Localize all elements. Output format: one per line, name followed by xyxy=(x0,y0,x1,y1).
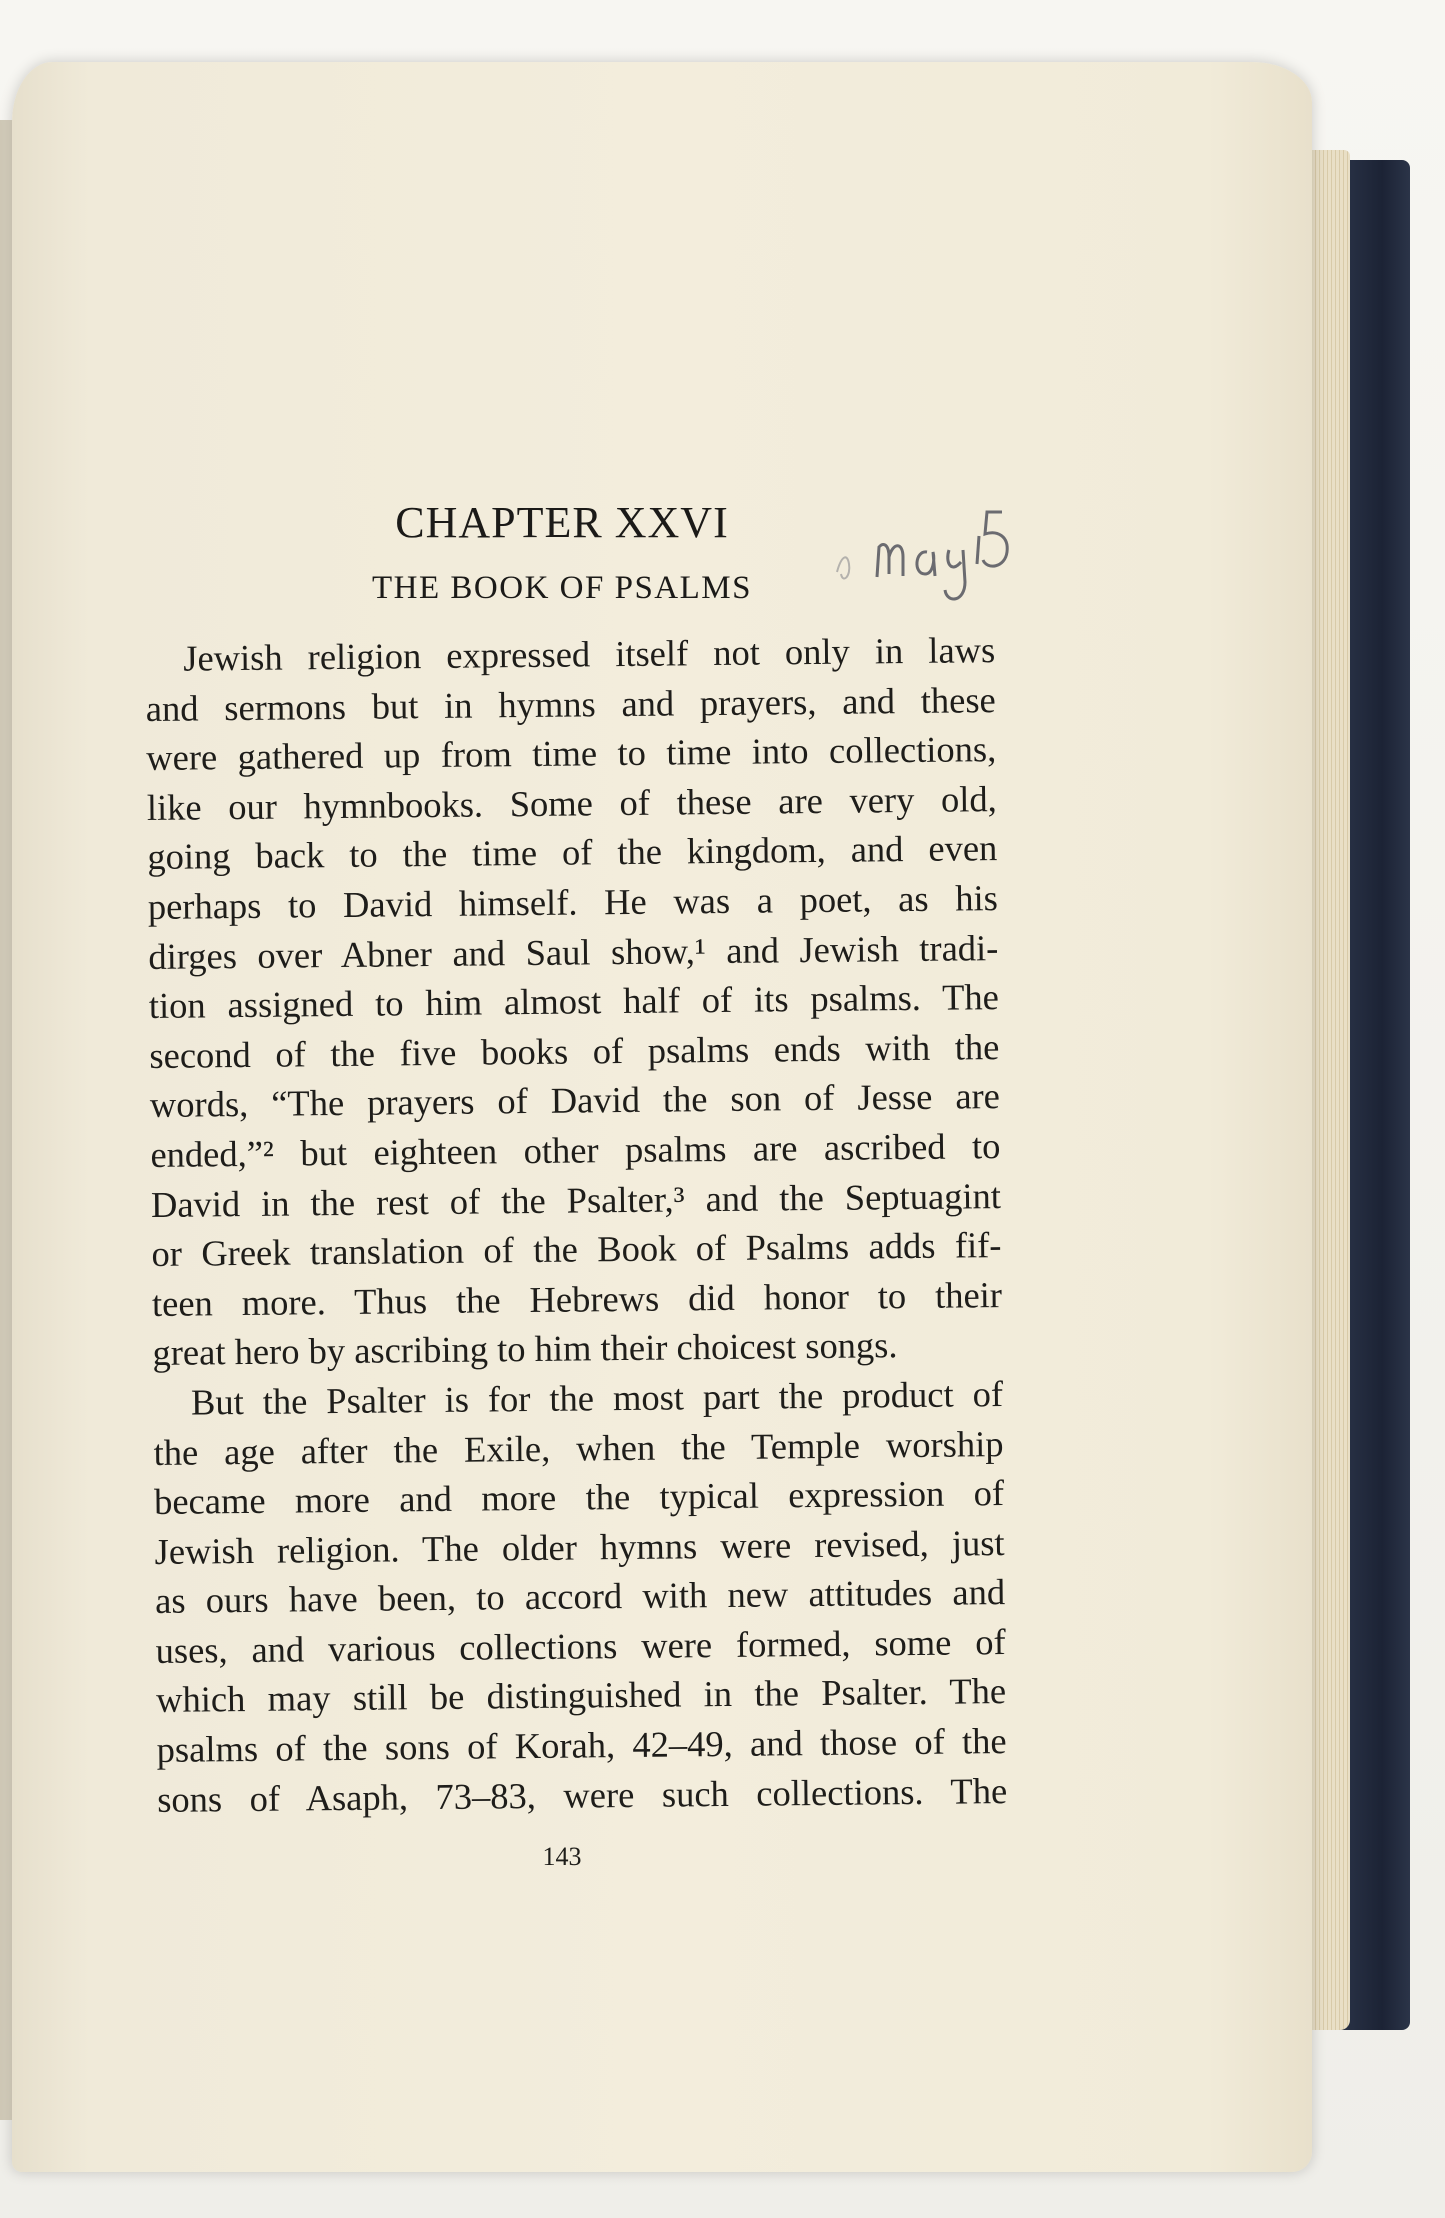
text-line: uses, and various collections were formed, some of xyxy=(155,1620,1006,1671)
text-line: and sermons but in hymns and prayers, and these xyxy=(145,678,996,729)
text-line: tion assigned to him almost half of its psalms. The xyxy=(148,976,1000,1027)
handwritten-note xyxy=(827,502,1057,612)
text-line: sons of Asaph, 73–83, were such collections. The xyxy=(156,1769,1008,1820)
body-text xyxy=(145,625,1007,1824)
text-line: Jewish religion expressed itself not only in laws xyxy=(183,629,996,679)
text-line: words, “The prayers of David the son of Jesse are xyxy=(149,1075,1001,1126)
text-line: great hero by ascribing to him their choicest songs. xyxy=(152,1324,898,1374)
text-line: the age after the Exile, when the Temple worship xyxy=(153,1422,1004,1473)
text-line: Jewish religion. The older hymns were revised, just xyxy=(154,1521,1005,1572)
text-line: became more and more the typical expression of xyxy=(153,1472,1005,1523)
text-line: David in the rest of the Psalter,³ and the Septuagint xyxy=(150,1174,1002,1225)
text-line: like our hymnbooks. Some of these are very old, xyxy=(146,777,997,828)
page-number: 143 xyxy=(542,1842,582,1871)
text-line: or Greek translation of the Book of Psalms adds fif- xyxy=(151,1224,1002,1275)
book-page xyxy=(12,62,1312,2172)
text-line: going back to the time of the kingdom, and even xyxy=(147,827,998,878)
text-line: perhaps to David himself. He was a poet, as his xyxy=(147,877,999,927)
text-line: But the Psalter is for the most part the product of xyxy=(190,1372,1004,1423)
text-line: which may still be distinguished in the Psalter. The xyxy=(155,1670,1007,1721)
text-line: second of the five books of psalms ends with the xyxy=(149,1025,1000,1076)
chapter-title: CHAPTER XXVI xyxy=(395,498,729,547)
text-line: psalms of the sons of Korah, 42–49, and those of the xyxy=(156,1720,1007,1771)
text-line: dirges over Abner and Saul show,¹ and Jewish tradi- xyxy=(148,926,999,977)
text-line: teen more. Thus the Hebrews did honor to their xyxy=(151,1273,1003,1324)
book-cover xyxy=(1340,160,1410,2030)
text-line: ended,”² but eighteen other psalms are ascribed to xyxy=(150,1125,1001,1175)
chapter-subtitle: THE BOOK OF PSALMS xyxy=(372,570,752,606)
text-line: as ours have been, to accord with new attitudes and xyxy=(154,1571,1006,1622)
text-line: were gathered up from time to time into collections, xyxy=(146,728,997,779)
